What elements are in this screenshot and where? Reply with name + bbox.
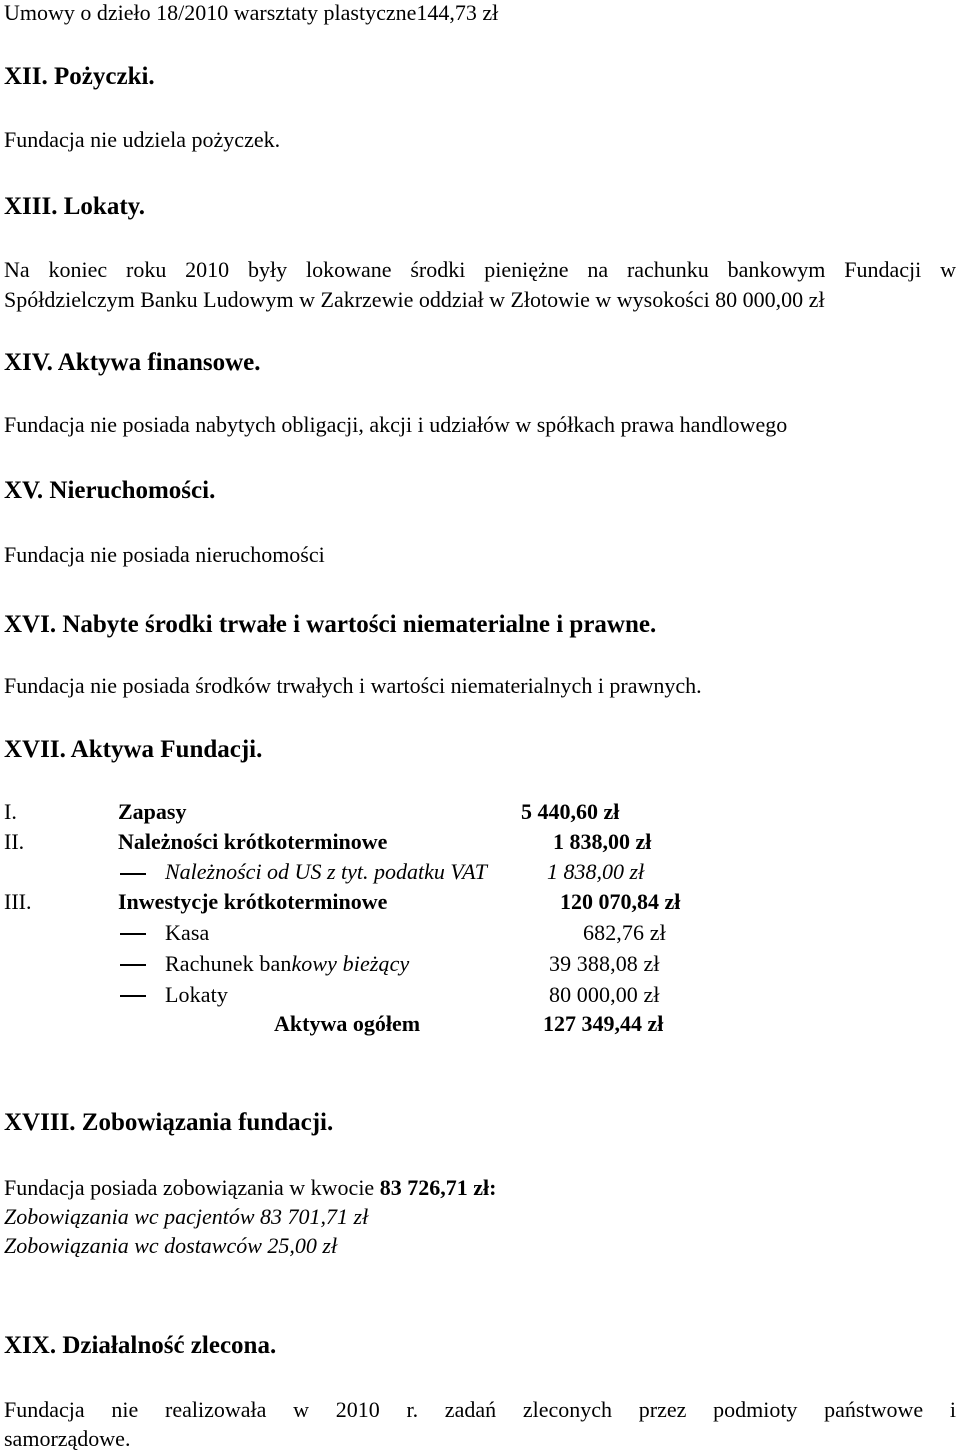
section-xviii-line1-a: Fundacja posiada zobowiązania w kwocie — [4, 1175, 380, 1200]
section-xiii-line2: Spółdzielczym Banku Ludowym w Zakrzewie oddział w Złotowie w wysokości 80 000,00 zł — [4, 287, 825, 312]
section-xii-heading: XII. Pożyczki. — [4, 63, 155, 90]
row-kasa-value: 682,76 zł — [583, 920, 666, 945]
row-rachunek-label — [165, 953, 409, 975]
row-inwestycje-value: 120 070,84 zł — [560, 889, 681, 914]
row-lokaty-value: 80 000,00 zł — [549, 982, 660, 1007]
section-xii-text: Fundacja nie udziela pożyczek. — [4, 127, 281, 152]
section-xviii-heading: XVIII. Zobowiązania fundacji. — [4, 1109, 334, 1136]
dash-marker — [120, 964, 146, 966]
section-xiii-line1: Na koniec roku 2010 były lokowane środki pieniężne na rachunku bankowym Fundacji w — [4, 257, 956, 282]
section-xv-text: Fundacja nie posiada nieruchomości — [4, 542, 325, 567]
section-xix-line1: Fundacja nie realizowała w 2010 r. zadań zleconych przez podmioty państwowe i — [4, 1397, 956, 1422]
row-zapasy-number: I. — [4, 799, 17, 824]
section-xiii-heading: XIII. Lokaty. — [4, 193, 146, 220]
dash-marker — [120, 995, 146, 997]
row-inwestycje-number: III. — [4, 889, 32, 914]
section-xvi-heading: XVI. Nabyte środki trwałe i wartości niematerialne i prawne. — [4, 611, 657, 638]
row-ogolem-label: Aktywa ogółem — [274, 1011, 421, 1036]
row-naleznosci-label: Należności krótkoterminowe — [118, 829, 388, 854]
section-xviii-line3: Zobowiązania wc dostawców 25,00 zł — [4, 1233, 338, 1258]
section-xiv-heading: XIV. Aktywa finansowe. — [4, 349, 261, 376]
section-xviii-line2: Zobowiązania wc pacjentów 83 701,71 zł — [4, 1204, 369, 1229]
section-xv-heading: XV. Nieruchomości. — [4, 477, 216, 504]
section-xvii-heading: XVII. Aktywa Fundacji. — [4, 736, 263, 763]
section-xiv-text: Fundacja nie posiada nabytych obligacji, akcji i udziałów w spółkach prawa handlowego — [4, 412, 788, 437]
row-naleznosci-number: II. — [4, 829, 25, 854]
row-rachunek-label-a: Rachunek ban — [165, 951, 292, 976]
row-inwestycje-label: Inwestycje krótkoterminowe — [118, 889, 388, 914]
row-rachunek-label-b: kowy bieżący — [291, 951, 410, 976]
top-line: Umowy o dzieło 18/2010 warsztaty plastyczne144,73 zł — [4, 0, 499, 25]
row-kasa-label: Kasa — [165, 920, 210, 945]
row-naleznosci-value: 1 838,00 zł — [553, 829, 652, 854]
row-naleznosci-us-label: Należności od US z tyt. podatku VAT — [165, 859, 488, 884]
row-zapasy-value: 5 440,60 zł — [521, 799, 620, 824]
section-xix-heading: XIX. Działalność zlecona. — [4, 1332, 277, 1359]
row-zapasy-label: Zapasy — [118, 799, 187, 824]
row-ogolem-value: 127 349,44 zł — [543, 1011, 664, 1036]
section-xviii-amount: 83 726,71 zł: — [379, 1175, 497, 1200]
section-xvi-text: Fundacja nie posiada środków trwałych i wartości niematerialnych i prawnych. — [4, 673, 702, 698]
dash-marker — [120, 873, 146, 875]
row-naleznosci-us-value: 1 838,00 zł — [547, 859, 645, 884]
section-xix-line2: samorządowe. — [4, 1426, 131, 1451]
row-rachunek-value: 39 388,08 zł — [549, 951, 660, 976]
section-xviii-line1 — [4, 1177, 496, 1199]
dash-marker — [120, 933, 146, 935]
row-lokaty-label: Lokaty — [165, 982, 228, 1007]
